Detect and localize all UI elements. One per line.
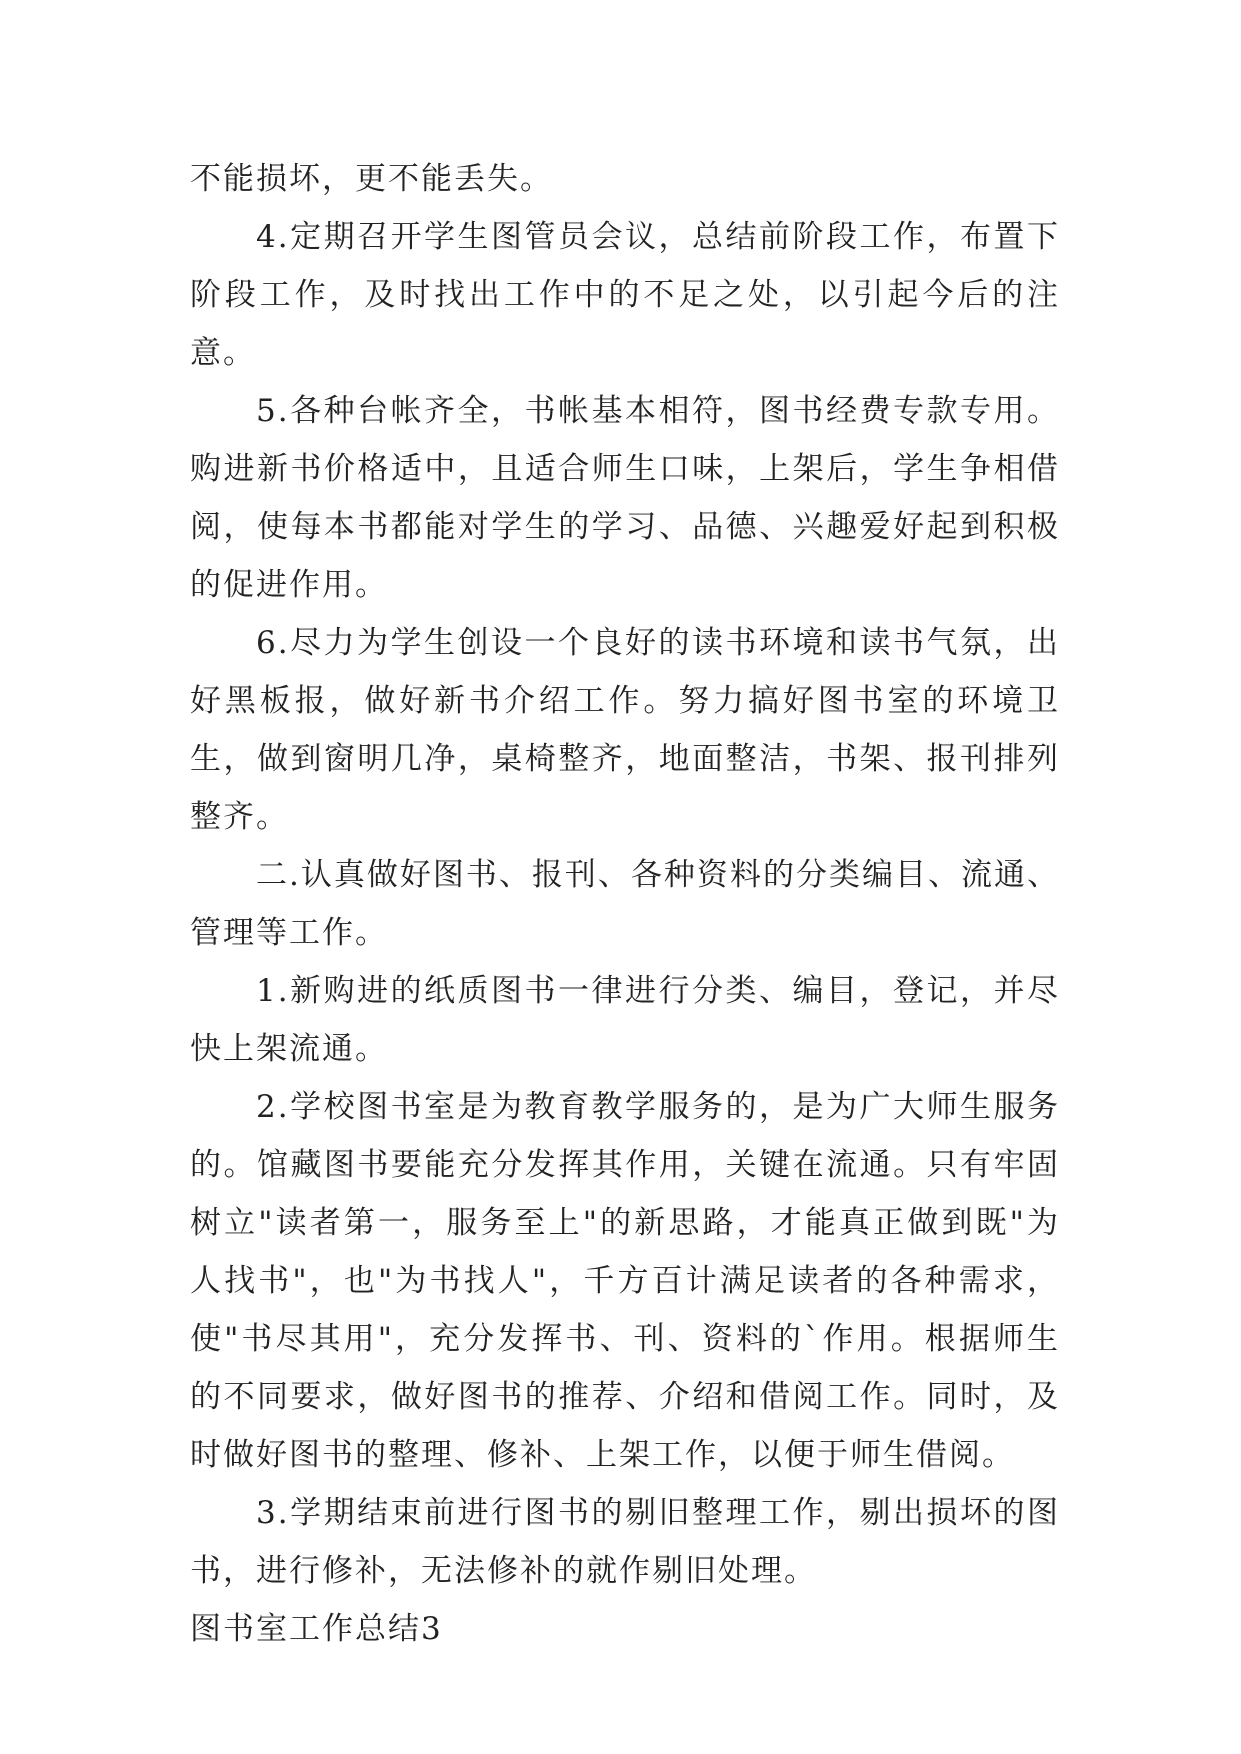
document-body: [190, 150, 1060, 1658]
paragraph-5: 二.认真做好图书、报刊、各种资料的分类编目、流通、管理等工作。: [190, 857, 1060, 951]
paragraph-2: 4.定期召开学生图管员会议，总结前阶段工作，布置下阶段工作，及时找出工作中的不足之处，以引起今后的注意。: [190, 219, 1060, 371]
paragraph-8: 3.学期结束前进行图书的剔旧整理工作，剔出损坏的图书，进行修补，无法修补的就作剔旧处理。: [190, 1495, 1060, 1589]
paragraph-6: 1.新购进的纸质图书一律进行分类、编目，登记，并尽快上架流通。: [190, 973, 1060, 1067]
paragraph-4: 6.尽力为学生创设一个良好的读书环境和读书气氛，出好黑板报，做好新书介绍工作。努力搞好图书室的环境卫生，做到窗明几净，桌椅整齐，地面整洁，书架、报刊排列整齐。: [190, 625, 1060, 835]
paragraph-7: 2.学校图书室是为教育教学服务的，是为广大师生服务的。馆藏图书要能充分发挥其作用，关键在流通。只有牢固树立"读者第一，服务至上"的新思路，才能真正做到既"为人找书"，也"为书找人"，千方百计满足读者的各种需求，使"书尽其用"，充分发挥书、刊、资料的`作用。根据师生的不同要求，做好图书的推荐、介绍和借阅工作。同时，及时做好图书的整理、修补、上架工作，以便于师生借阅。: [190, 1089, 1060, 1473]
paragraph-1: 不能损坏，更不能丢失。: [190, 161, 553, 197]
paragraph-3: 5.各种台帐齐全，书帐基本相符，图书经费专款专用。购进新书价格适中，且适合师生口味，上架后，学生争相借阅，使每本书都能对学生的学习、品德、兴趣爱好起到积极的促进作用。: [190, 393, 1060, 603]
section-heading: 图书室工作总结3: [190, 1611, 443, 1647]
